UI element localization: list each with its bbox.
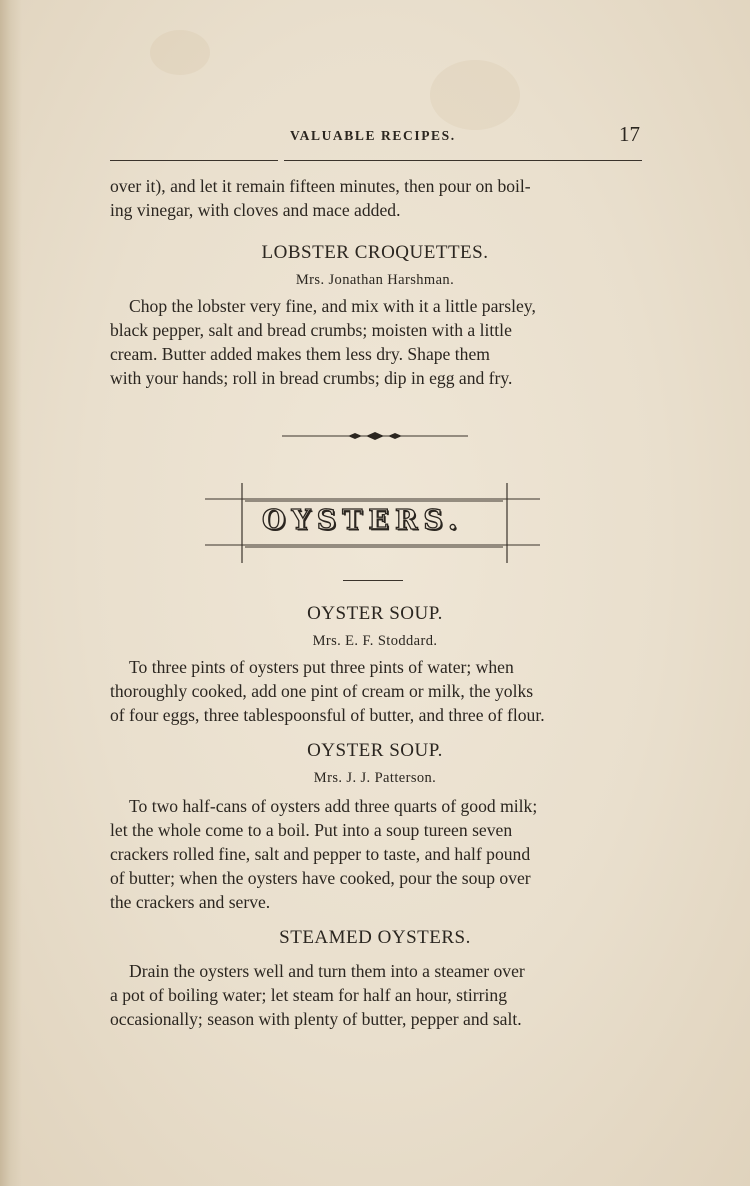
recipe-body <box>110 794 644 914</box>
text-line: To three pints of oysters put three pints of water; when <box>129 657 514 677</box>
text-line: ing vinegar, with cloves and mace added. <box>110 200 401 220</box>
recipe-title: STEAMED OYSTERS. <box>279 927 471 948</box>
header-rule-right <box>284 160 642 161</box>
text-line: Drain the oysters well and turn them into a steamer over <box>129 961 525 981</box>
section-title: OYSTERS. <box>262 505 464 536</box>
text-line: over it), and let it remain fifteen minutes, then pour on boil- <box>110 176 531 196</box>
continuation-paragraph <box>110 174 644 222</box>
recipe-title: OYSTER SOUP. <box>307 740 443 761</box>
header-rule-left <box>110 160 278 161</box>
recipe-title: OYSTER SOUP. <box>307 603 443 624</box>
text-line: a pot of boiling water; let steam for half an hour, stirring <box>110 985 508 1005</box>
recipe-author: Mrs. E. F. Stoddard. <box>312 633 438 649</box>
recipe-body <box>110 294 644 390</box>
text-line: black pepper, salt and bread crumbs; moisten with a little <box>110 320 512 340</box>
text-line: with your hands; roll in bread crumbs; dip in egg and fry. <box>110 368 513 388</box>
ornament-divider <box>282 430 468 442</box>
paper-stain <box>150 30 210 75</box>
recipe-author: Mrs. Jonathan Harshman. <box>295 272 455 288</box>
text-line: Chop the lobster very fine, and mix with it a little parsley, <box>129 296 536 316</box>
section-rule <box>343 580 403 581</box>
page-spine-shadow <box>0 0 22 1186</box>
recipe-author: Mrs. J. J. Patterson. <box>313 770 437 786</box>
recipe-body <box>110 959 644 1031</box>
text-line: cream. Butter added makes them less dry. Shape them <box>110 344 490 364</box>
page-number: 17 <box>619 122 640 146</box>
text-line: the crackers and serve. <box>110 892 271 912</box>
running-title: VALUABLE RECIPES. <box>290 128 456 143</box>
text-line: of four eggs, three tablespoonsful of butter, and three of flour. <box>110 705 545 725</box>
recipe-body <box>110 655 644 727</box>
text-line: thoroughly cooked, add one pint of cream or milk, the yolks <box>110 681 534 701</box>
text-line: To two half-cans of oysters add three quarts of good milk; <box>129 796 538 816</box>
running-header <box>110 122 642 152</box>
text-line: occasionally; season with plenty of butter, pepper and salt. <box>110 1009 522 1029</box>
text-line: let the whole come to a boil. Put into a soup tureen seven <box>110 820 513 840</box>
text-line: crackers rolled fine, salt and pepper to taste, and half pound <box>110 844 531 864</box>
text-line: of butter; when the oysters have cooked, pour the soup over <box>110 868 531 888</box>
recipe-title: LOBSTER CROQUETTES. <box>261 242 489 263</box>
paper-stain <box>430 60 520 130</box>
